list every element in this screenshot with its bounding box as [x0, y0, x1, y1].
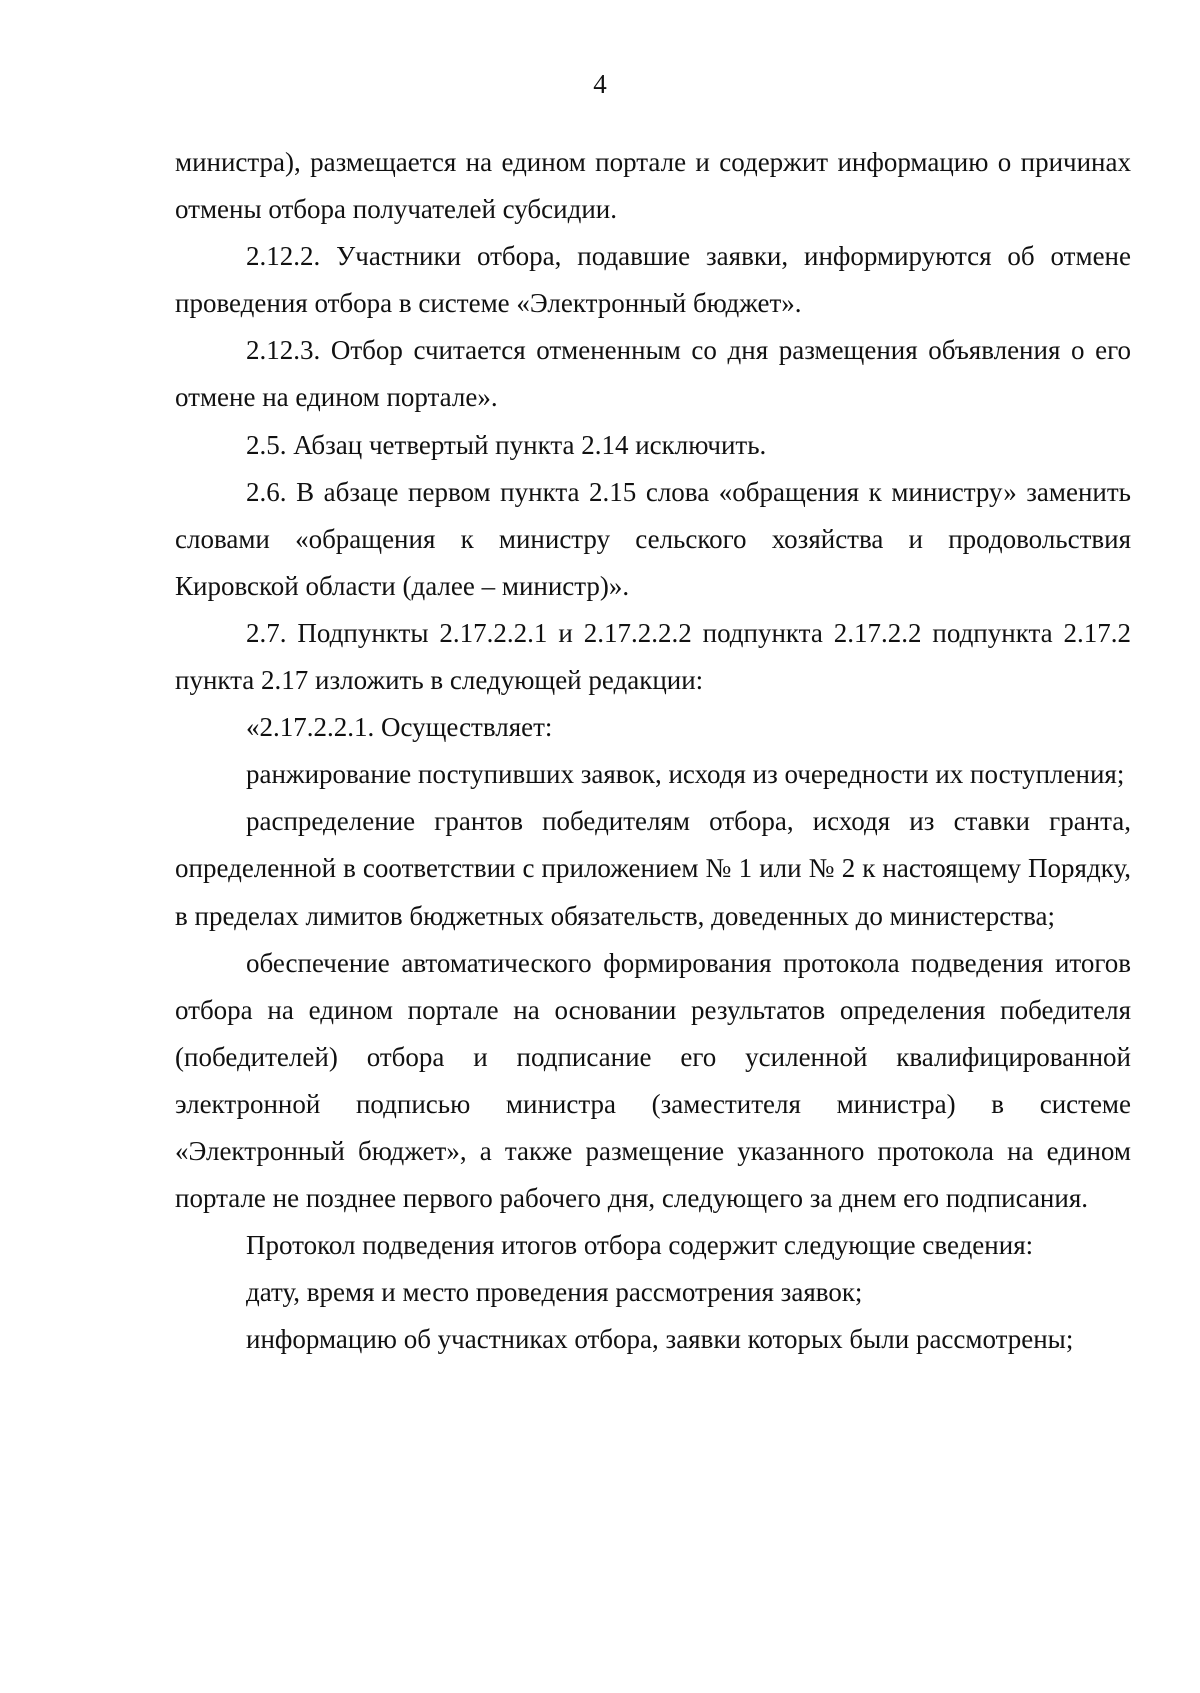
paragraph-participants-info: информацию об участниках отбора, заявки которых были рассмотрены;: [246, 1324, 1074, 1355]
paragraph-2-12-2: 2.12.2. Участники отбора, подавшие заявки, информируются об отмене проведения отбора в системе «Электронный бюджет».: [175, 241, 1131, 319]
paragraph-2-6: 2.6. В абзаце первом пункта 2.15 слова «обращения к министру» заменить словами «обращения к министру сельского хозяйства и продовольствия Кировской области (далее – министр)».: [175, 476, 1131, 601]
page-number: 4: [593, 69, 607, 99]
paragraph-protocol-formation: обеспечение автоматического формирования протокола подведения итогов отбора на едином портале на основании результатов определения победителя (победителей) отбора и подписание его усиленной квалифицированной электронной подписью министра (заместителя министра) в системе «Электронный бюджет», а также размещение указанного протокола на едином портале не позднее первого рабочего дня, следующего за днем его подписания.: [175, 947, 1131, 1214]
paragraph-2-12-3: 2.12.3. Отбор считается отмененным со дня размещения объявления о его отмене на едином портале».: [175, 335, 1131, 413]
paragraph-protocol-contents: Протокол подведения итогов отбора содержит следующие сведения:: [246, 1230, 1034, 1261]
paragraph-ranking: ранжирование поступивших заявок, исходя из очередности их поступления;: [246, 759, 1125, 790]
paragraph-2-7: 2.7. Подпункты 2.17.2.2.1 и 2.17.2.2.2 подпункта 2.17.2.2 подпункта 2.17.2 пункта 2.17 изложить в следующей редакции:: [175, 617, 1131, 696]
paragraph-2-17-2-2-1: «2.17.2.2.1. Осуществляет:: [246, 712, 553, 743]
document-body: [175, 139, 1131, 1363]
paragraph-continuation: министра), размещается на едином портале и содержит информацию о причинах отмены отбора получателей субсидии.: [175, 147, 1131, 225]
paragraph-2-5: 2.5. Абзац четвертый пункта 2.14 исключить.: [246, 429, 767, 460]
paragraph-grant-distribution: распределение грантов победителям отбора, исходя из ставки гранта, определенной в соответствии с приложением № 1 или № 2 к настоящему Порядку, в пределах лимитов бюджетных обязательств, доведенных до министерства;: [175, 806, 1131, 931]
paragraph-date-time-place: дату, время и место проведения рассмотрения заявок;: [246, 1277, 863, 1308]
